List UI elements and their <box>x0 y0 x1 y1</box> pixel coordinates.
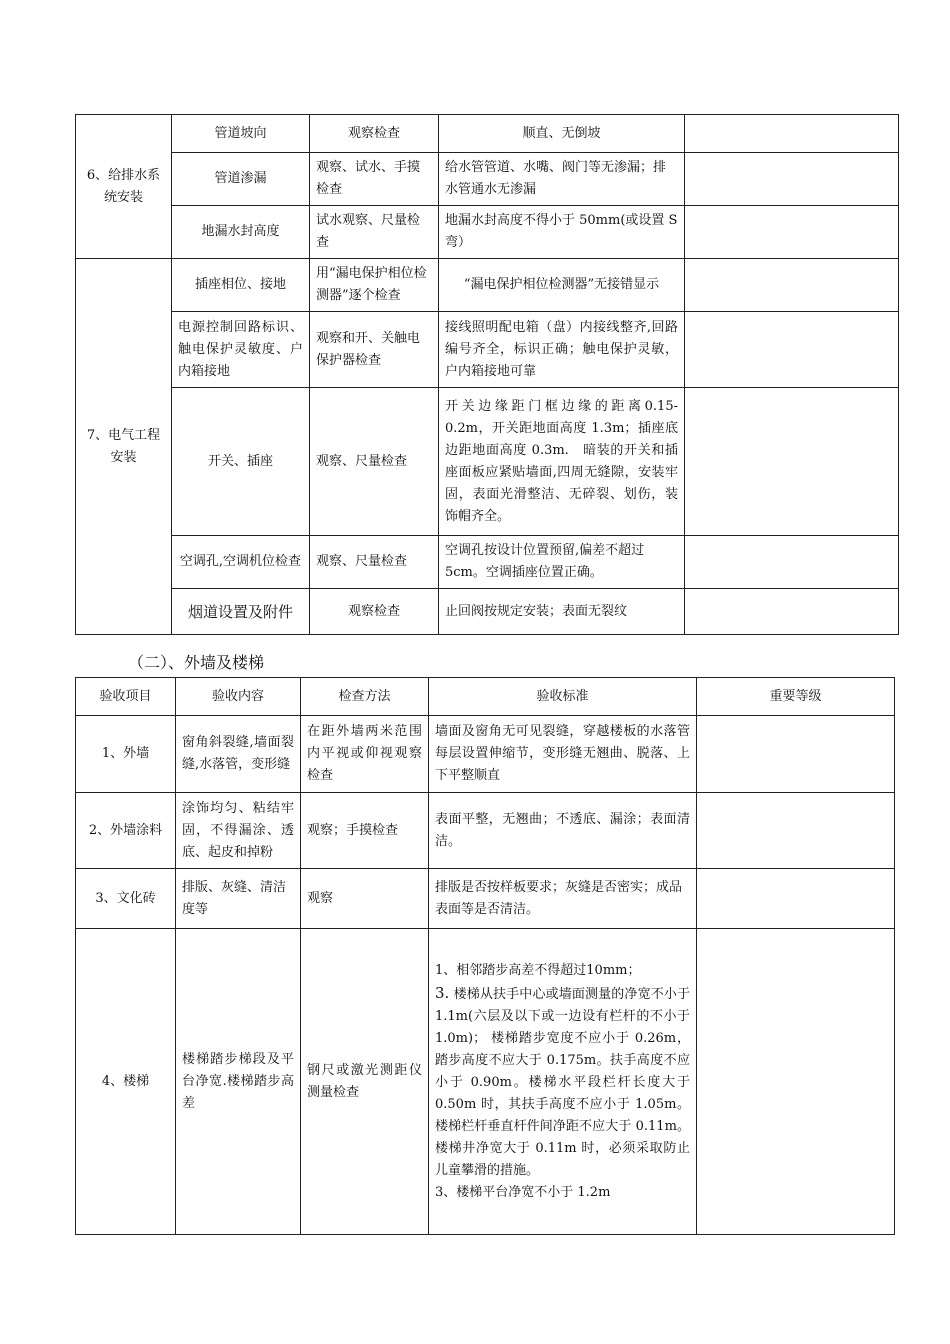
content-cell: 涂饰均匀、粘结牢固，不得漏涂、透底、起皮和掉粉 <box>176 793 301 869</box>
method-cell: 观察、尺量检查 <box>310 388 439 536</box>
standard-cell: 表面平整，无翘曲；不透底、漏涂；表面清洁。 <box>429 793 697 869</box>
method-cell: 观察、试水、手摸检查 <box>310 153 439 206</box>
standard-cell: 排版是否按样板要求；灰缝是否密实；成品表面等是否清洁。 <box>429 869 697 929</box>
level-cell <box>685 259 899 312</box>
method-cell: 钢尺或激光测距仪测量检查 <box>301 929 429 1235</box>
level-cell <box>685 589 899 635</box>
method-cell: 用“漏电保护相位检测器”逐个检查 <box>310 259 439 312</box>
level-cell <box>685 206 899 259</box>
header-level: 重要等级 <box>697 678 895 716</box>
level-cell <box>685 312 899 388</box>
item-cell: 4、楼梯 <box>76 929 176 1235</box>
standard-cell: 接线照明配电箱（盘）内接线整齐,回路编号齐全，标识正确；触电保护灵敏，户内箱接地可靠 <box>439 312 685 388</box>
item-cell: 3、文化砖 <box>76 869 176 929</box>
level-cell <box>685 388 899 536</box>
header-method: 检查方法 <box>301 678 429 716</box>
stairs-standard-line-2 <box>435 982 690 1182</box>
header-item: 验收项目 <box>76 678 176 716</box>
standard-cell: 空调孔按设计位置预留,偏差不超过5cm。空调插座位置正确。 <box>439 536 685 589</box>
stairs-standard-line-2-number: 3. <box>435 983 450 1002</box>
inspection-table-2 <box>75 677 895 1235</box>
level-cell <box>697 716 895 793</box>
level-cell <box>697 869 895 929</box>
method-cell: 在距外墙两米范围内平视或仰视观察检查 <box>301 716 429 793</box>
item-7-label: 7、电气工程安装 <box>86 427 161 465</box>
standard-cell: 止回阀按规定安装；表面无裂纹 <box>439 589 685 635</box>
standard-cell: 墙面及窗角无可见裂缝，穿越楼板的水落管每层设置伸缩节，变形缝无翘曲、脱落、上下平整顺直 <box>429 716 697 793</box>
method-cell: 观察检查 <box>310 115 439 153</box>
item-7-cell <box>76 259 172 635</box>
stairs-standard-line-2-text: 楼梯从扶手中心或墙面测量的净宽不小于 1.1m(六层及以下或一边设有栏杆的不小于 1.0m)； 楼梯踏步宽度不应小于 0.26m，踏步高度不应大于 0.175m。扶手高度不应小于 0.90m。楼梯水平段栏杆长度大于 0.50m 时，其扶手高度不应小于 1.05m。楼梯栏杆垂直杆件间净距不应大于 0.11m。楼梯井净宽大于 0.11m 时，必须采取防止儿童攀滑的措施。 <box>435 986 690 1178</box>
header-content: 验收内容 <box>176 678 301 716</box>
level-cell <box>685 536 899 589</box>
content-cell: 空调孔,空调机位检查 <box>172 536 310 589</box>
standard-cell: 给水管管道、水嘴、阀门等无渗漏；排水管通水无渗漏 <box>439 153 685 206</box>
content-cell: 电源控制回路标识、触电保护灵敏度、户内箱接地 <box>172 312 310 388</box>
content-cell: 烟道设置及附件 <box>172 589 310 635</box>
method-cell: 观察、尺量检查 <box>310 536 439 589</box>
item-cell: 2、外墙涂料 <box>76 793 176 869</box>
content-cell: 管道坡向 <box>172 115 310 153</box>
standard-cell: 地漏水封高度不得小于 50mm(或设置 S 弯） <box>439 206 685 259</box>
level-cell <box>697 793 895 869</box>
standard-cell: “漏电保护相位检测器”无接错显示 <box>439 259 685 312</box>
content-cell: 排版、灰缝、清洁度等 <box>176 869 301 929</box>
standard-cell <box>429 929 697 1235</box>
item-cell: 1、外墙 <box>76 716 176 793</box>
content-cell: 地漏水封高度 <box>172 206 310 259</box>
method-cell: 试水观察、尺量检查 <box>310 206 439 259</box>
inspection-table-1 <box>75 114 899 635</box>
stairs-standard-line-1: 1、相邻踏步高差不得超过10mm； <box>435 962 641 978</box>
content-cell: 管道渗漏 <box>172 153 310 206</box>
content-cell: 窗角斜裂缝,墙面裂缝,水落管，变形缝 <box>176 716 301 793</box>
method-cell: 观察检查 <box>310 589 439 635</box>
standard-cell: 顺直、无倒坡 <box>439 115 685 153</box>
item-6-cell <box>76 115 172 259</box>
stairs-standard-line-3: 3、楼梯平台净宽不小于 1.2m <box>435 1184 611 1200</box>
standard-cell: 开关边缘距门框边缘的距离0.15-0.2m，开关距地面高度 1.3m；插座底边距地面高度 0.3m. 暗装的开关和插座面板应紧贴墙面,四周无缝隙，安装牢固，表面光滑整洁、无碎裂、划伤，装饰帽齐全。 <box>439 388 685 536</box>
method-cell: 观察；手摸检查 <box>301 793 429 869</box>
level-cell <box>697 929 895 1235</box>
section-title: （二）、外墙及楼梯 <box>128 653 265 672</box>
content-cell: 楼梯踏步梯段及平台净宽.楼梯踏步高差 <box>176 929 301 1235</box>
method-cell: 观察和开、关触电保护器检查 <box>310 312 439 388</box>
header-standard: 验收标准 <box>429 678 697 716</box>
level-cell <box>685 115 899 153</box>
method-cell: 观察 <box>301 869 429 929</box>
content-cell: 插座相位、接地 <box>172 259 310 312</box>
item-6-label: 6、给排水系统安装 <box>86 167 161 205</box>
level-cell <box>685 153 899 206</box>
content-cell: 开关、插座 <box>172 388 310 536</box>
